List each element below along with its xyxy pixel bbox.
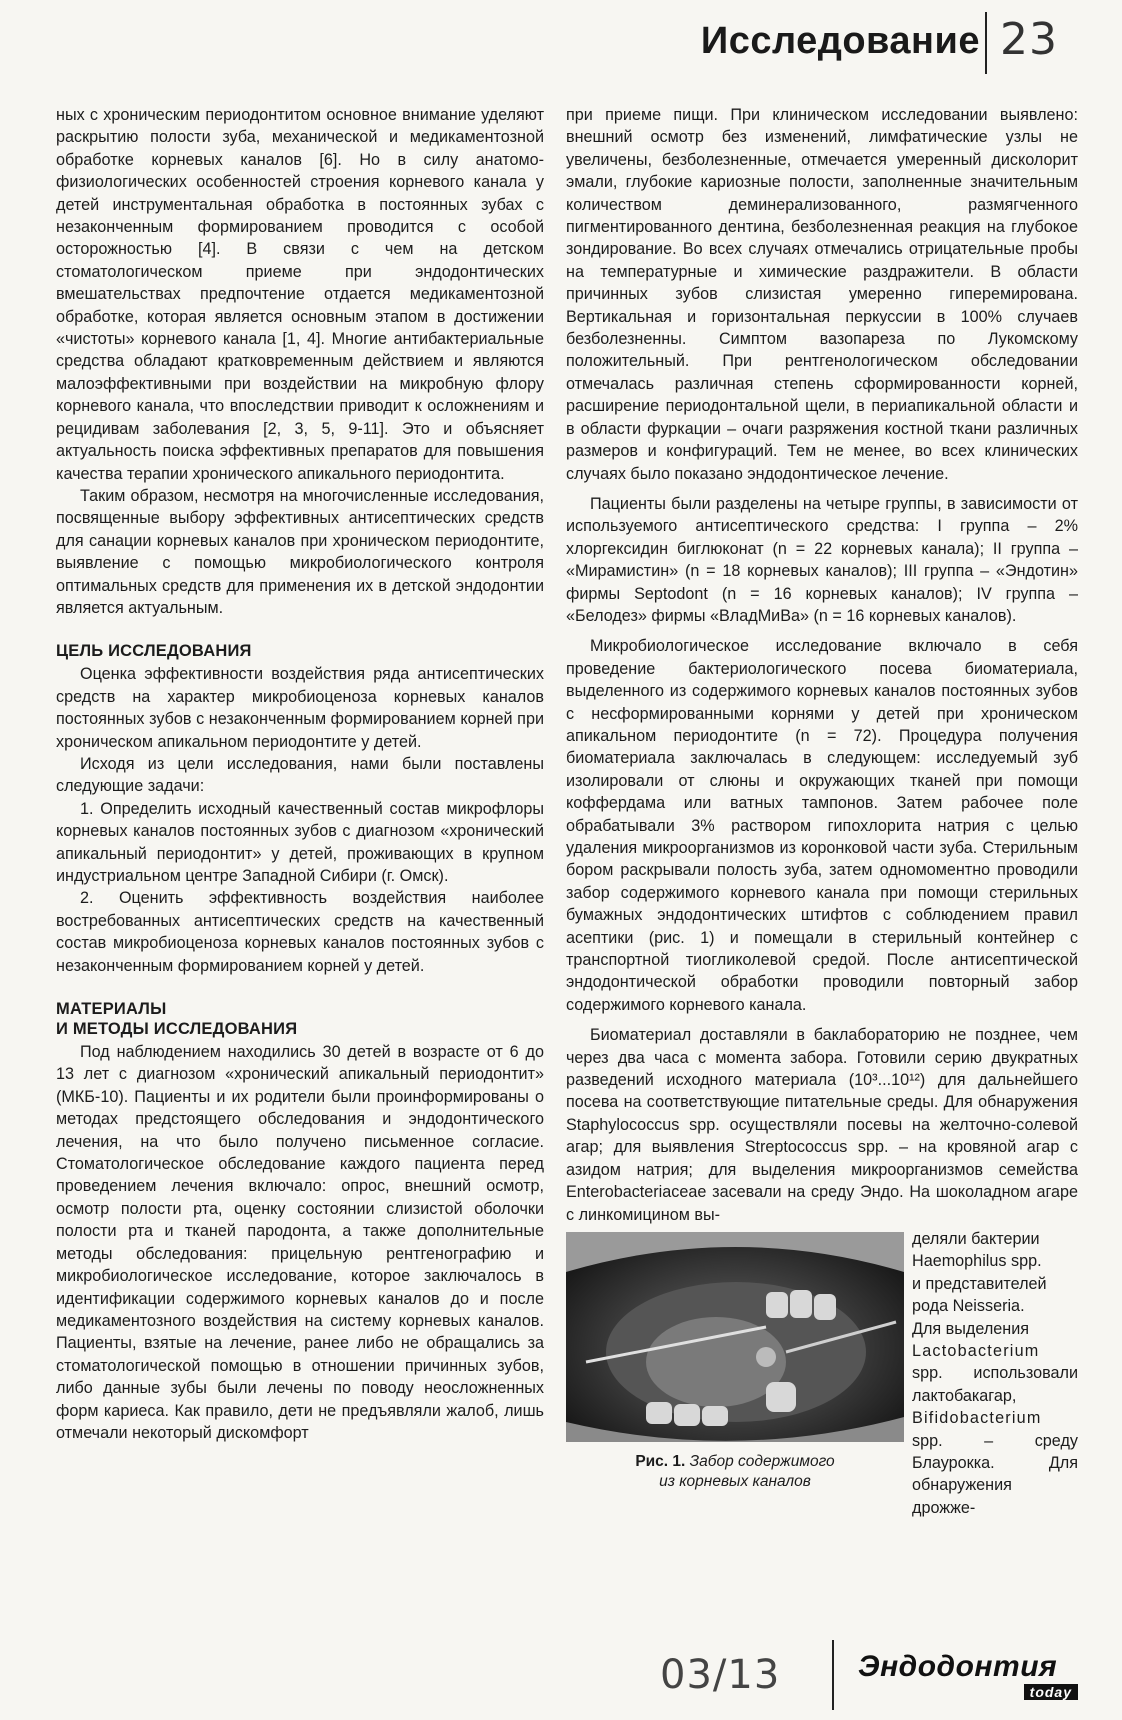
left-column — [56, 104, 544, 1444]
heading-methods-line2: И МЕТОДЫ ИССЛЕДОВАНИЯ — [56, 1020, 298, 1039]
heading-methods-line1: МАТЕРИАЛЫ — [56, 1000, 167, 1019]
figure-block — [566, 1228, 1078, 1517]
right-column — [566, 104, 1078, 1517]
paragraph: Таким образом, несмотря на многочисленные исследования, посвященные выбору эффективных антисептических средств для санации корневых каналов при хроническом периодонтите, выявление с помощью микробиологического контроля оптимальных средств для применения их в детской эндодонтии является актуальным. — [56, 486, 544, 617]
dental-photo-illustration — [566, 1232, 904, 1442]
paragraph: Пациенты были разделены на четыре группы, в зависимости от используемого антисептического средства: I группа – 2% хлоргексидин биглюконат (n = 22 корневых канала); II группа – «Мирамистин» (n = 18 корневых каналов); III группа – «Эндотин» фирмы Septodont (n = 16 корневых каналов); IV группа – «Белодез» фирмы «ВладМиВа» (n = 16 корневых каналов). — [566, 494, 1078, 625]
wrap-line: рода Neisseria. — [912, 1297, 1025, 1316]
journal-logo-name: Эндодонтия — [858, 1650, 1058, 1683]
wrap-line: spp. использовали лактобакагар, — [912, 1364, 1078, 1405]
task-item: 1. Определить исходный качественный состав микрофлоры корневых каналов постоянных зубов с диагнозом «хронический апикальный периодонтит» у детей, проживающих в крупном индустриальном центре Западной Сибири (г. Омск). — [56, 799, 544, 885]
journal-logo — [858, 1650, 1078, 1706]
paragraph: Исходя из цели исследования, нами были поставлены следующие задачи: — [56, 754, 544, 796]
figure-caption-text: из корневых каналов — [659, 1472, 811, 1490]
journal-logo-sub: today — [1024, 1684, 1078, 1700]
paragraph: при приеме пищи. При клиническом исследовании выявлено: внешний осмотр без изменений, лимфатические узлы не увеличены, безболезненные, отмечается умеренный дисколорит эмали, глубокие кариозные полости, заполненные значительным количеством деминерализованного, размягченного пигментированного дентина, безболезненная реакция на глубокое зондирование. Во всех случаях отмечались отрицательные пробы на температурные и химические раздражители. В области причинных зубов слизистая умеренно гиперемирована. Вертикальная и горизонтальная перкуссии в 100% случаев безболезненны. Симптом вазопареза по Лукомскому положительный. При рентгенологическом обследовании отмечалась различная степень сформированности корней, расширение периодонтальной щели, в периапикальной области и в области фуркации – очаги разряжения костной ткани различных размеров и конфигураций. Тем не менее, во всех клинических случаях было показано эндодонтическое лечение. — [566, 106, 1078, 483]
wrap-line: деляли бактерии — [912, 1229, 1040, 1248]
paragraph: Микробиологическое исследование включало в себя проведение бактериологического посева биоматериала, выделенного из содержимого корневых каналов постоянных зубов с несформированными корнями у детей при хроническом апикальном периодонтите (n = 72). Процедура получения биоматериала заключалась в следующем: исследуемый зуб изолировали от слюны и окружающих тканей при помощи коффердама или ватных тампонов. Затем рабочее поле обрабатывали 3% раствором гипохлорита натрия с целью удаления микроорганизмов из коронковой части зуба. Стерильным бором раскрывали полость зуба, затем одномоментно проводили забор содержимого корневого канала при помощи стерильных бумажных эндодонтических штифтов с соблюдением правил асептики (рис. 1) и помещали в стерильный контейнер с транспортной тиогликолевой средой. После антисептической эндодонтической обработки проводили повторный забор содержимого корневого канала. — [566, 637, 1078, 1014]
page-number: 23 — [1000, 14, 1058, 65]
wrap-line: Lactobacterium — [912, 1341, 1040, 1360]
paragraph: Под наблюдением находились 30 детей в возрасте от 6 до 13 лет с диагнозом «хронический апикальный периодонтит» (МКБ-10). Пациенты и их родители были проинформированы о методах предстоящего обследования и эндодонтического лечения, на что было получено письменное согласие. Стоматологическое обследование каждого пациента перед проведением лечения включало: опрос, внешний осмотр, осмотр полости рта, оценку состоянии слизистой оболочки полости рта и тканей пародонта, а также дополнительные методы обследования: прицельную рентгенографию и микробиологическое исследование, которое заключалось в идентификации содержимого корневых каналов до и после медикаментозного воздействия на систему корневых каналов. Пациенты, взятые на лечение, ранее либо не обращались за стоматологической помощью в отношении причинных зубов, либо данные зубы были лечены по поводу неосложненных форм кариеса. Как правило, дети не предъявляли жалоб, лишь отмечали некоторый дискомфорт — [56, 1043, 544, 1442]
heading-goal: ЦЕЛЬ ИССЛЕДОВАНИЯ — [56, 642, 252, 661]
figure-caption-label: Рис. 1. — [635, 1452, 686, 1470]
footer-divider — [832, 1640, 834, 1710]
wrap-line: spp. – среду Блаурокка. Для обнаружения дрожже- — [912, 1431, 1078, 1517]
wrap-line: Haemophilus spp. — [912, 1252, 1042, 1271]
header-divider — [985, 12, 987, 74]
wrap-line: Для выделения — [912, 1319, 1030, 1338]
wrapped-text — [912, 1228, 1078, 1519]
figure-photo — [566, 1232, 904, 1442]
issue-number: 03/13 — [660, 1652, 781, 1698]
figure-caption-text: Забор содержимого — [689, 1452, 835, 1470]
paragraph: Биоматериал доставляли в баклабораторию не позднее, чем через два часа с момента забора. Готовили серию двукратных разведений исходного материала (10³...10¹²) для дальнейшего посева на соответствующие питательные среды. Для обнаружения Staphylococcus spp. осуществляли посевы на желточно-солевой агар; для выявления Streptococcus spp. – на кровяной агар с азидом натрия; для выделения микроорганизмов семейства Enterobacteriaceae засевали на среду Эндо. На шоколадном агаре с линкомицином вы- — [566, 1026, 1078, 1224]
task-item: 2. Оценить эффективность воздействия наиболее востребованных антисептических средств на качественный состав микробиоценоза корневых каналов постоянных зубов с незаконченным формированием корней у детей. — [56, 889, 544, 975]
heading-methods — [56, 999, 544, 1039]
paragraph: Оценка эффективности воздействия ряда антисептических средств на характер микробиоценоза корневых каналов постоянных зубов с незаконченным формированием корней при хроническом апикальном периодонтите у детей. — [56, 665, 544, 751]
wrap-line: и представителей — [912, 1274, 1047, 1293]
section-title: Исследование — [700, 20, 980, 62]
paragraph: ных с хроническим периодонтитом основное внимание уделяют раскрытию полости зуба, механической и медикаментозной обработке корневых каналов [6]. Но в силу анатомо-физиологических особенностей строения корневого канала у детей инструментальная обработка в постоянных зубах с незаконченным формированием проводится с особой осторожностью [4]. В связи с чем на детском стоматологическом приеме при эндодонтических вмешательствах предпочтение отдается медикаментозной обработке, которая является основным этапом в достижении «чистоты» корневого канала [1, 4]. Многие антибактериальные средства обладают кратковременным действием и являются малоэффективными при воздействии на микробную флору корневого канала, что впоследствии приводит к осложнениям и рецидивам заболевания [2, 3, 5, 9-11]. Это и объясняет актуальность поиска эффективных препаратов для повышения качества терапии хронического апикального периодонтита. — [56, 106, 544, 483]
figure-caption — [566, 1452, 904, 1492]
wrap-line: Bifidobacterium — [912, 1409, 1042, 1428]
